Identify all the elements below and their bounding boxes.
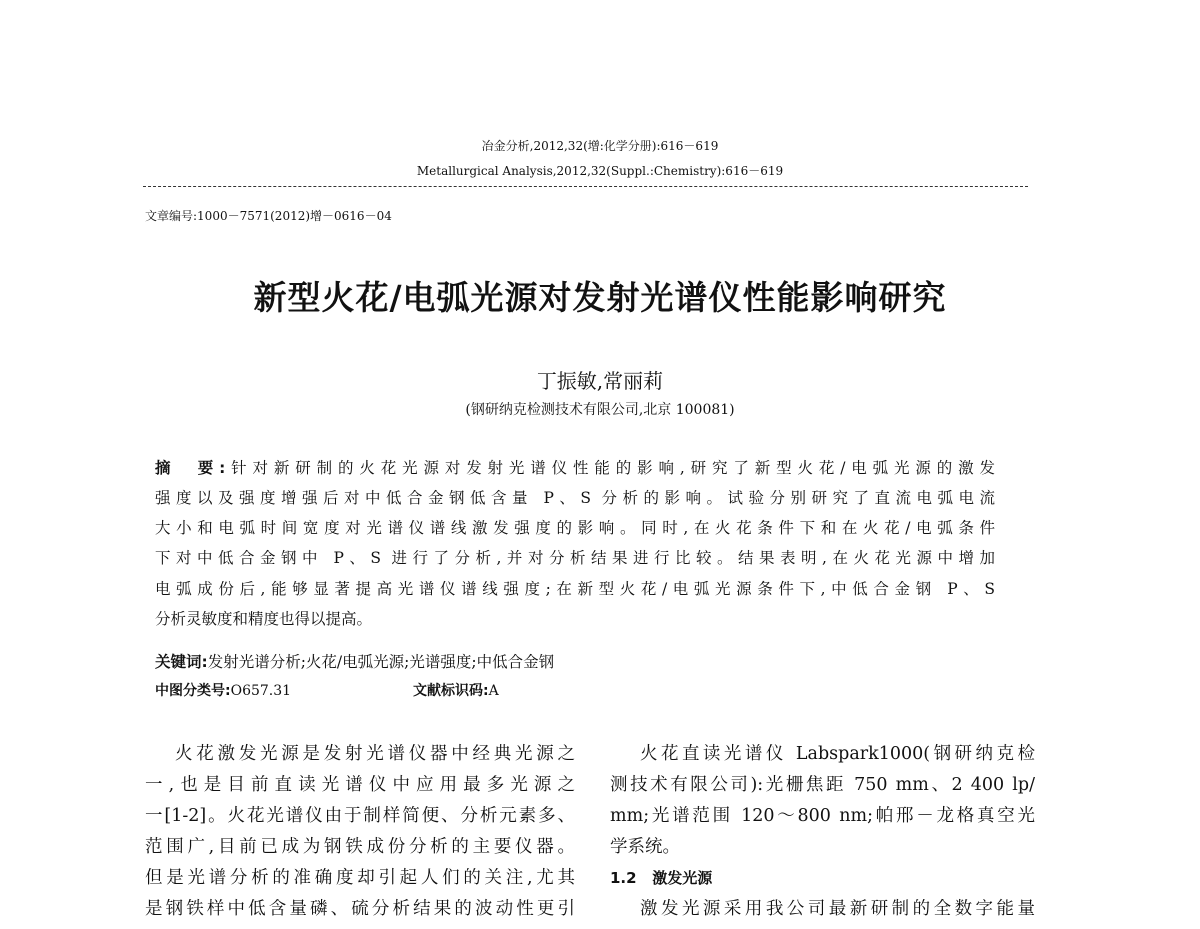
body-line: 一[1-2]。火花光谱仪由于制样简便、分析元素多、	[145, 806, 575, 826]
body-line: 火花激发光源是发射光谱仪器中经典光源之	[175, 744, 575, 764]
body-line: 测技术有限公司):光栅焦距 750 mm、2 400 lp/	[610, 775, 1035, 795]
authors: 丁振敏,常丽莉	[536, 369, 664, 393]
clc-number: 中图分类号:O657.31	[155, 683, 292, 699]
abstract-line: 大小和电弧时间宽度对光谱仪谱线激发强度的影响。同时,在火花条件下和在火花/电弧条件	[155, 519, 995, 537]
section-heading: 1.2 激发光源	[610, 869, 713, 887]
body-line: 但是光谱分析的准确度却引起人们的关注,尤其	[145, 868, 575, 888]
body-line: 一,也是目前直读光谱仪中应用最多光源之	[145, 775, 575, 795]
journal-header-en: Metallurgical Analysis,2012,32(Suppl.:Chemistry):616－619	[416, 164, 784, 178]
abstract-label: 摘 要:	[155, 459, 226, 477]
abstract-line: 电弧成份后,能够显著提高光谱仪谱线强度;在新型火花/电弧光源条件下,中低合金钢 P、S	[155, 580, 995, 598]
keywords: 关键词:发射光谱分析;火花/电弧光源;光谱强度;中低合金钢	[155, 653, 555, 671]
abstract-line: 摘 要:针对新研制的火花光源对发射光谱仪性能的影响,研究了新型火花/电弧光源的激发	[155, 459, 995, 477]
abstract-line: 分析灵敏度和精度也得以提高。	[155, 610, 373, 628]
header-rule	[143, 186, 1028, 187]
abstract-line: 强度以及强度增强后对中低合金钢低含量 P、S 分析的影响。试验分别研究了直流电弧电流	[155, 489, 995, 507]
body-line: 火花直读光谱仪 Labspark1000(钢研纳克检	[640, 744, 1035, 764]
journal-header-cn: 冶金分析,2012,32(增:化学分册):616－619	[481, 139, 719, 153]
body-line: 激发光源采用我公司最新研制的全数字能量	[640, 899, 1035, 919]
article-number: 文章编号:1000－7571(2012)增－0616－04	[145, 209, 392, 223]
body-line: mm;光谱范围 120～800 nm;帕邢－龙格真空光	[610, 806, 1035, 826]
paper-title: 新型火花/电弧光源对发射光谱仪性能影响研究	[253, 278, 947, 317]
affiliation: (钢研纳克检测技术有限公司,北京 100081)	[465, 402, 735, 418]
abstract-line: 下对中低合金钢中 P、S 进行了分析,并对分析结果进行比较。结果表明,在火花光源中增加	[155, 549, 995, 567]
body-line: 是钢铁样中低含量磷、硫分析结果的波动性更引	[145, 899, 575, 919]
document-code: 文献标识码:A	[413, 683, 499, 699]
body-line: 范围广,目前已成为钢铁成份分析的主要仪器。	[145, 837, 575, 857]
body-line: 学系统。	[610, 837, 680, 857]
